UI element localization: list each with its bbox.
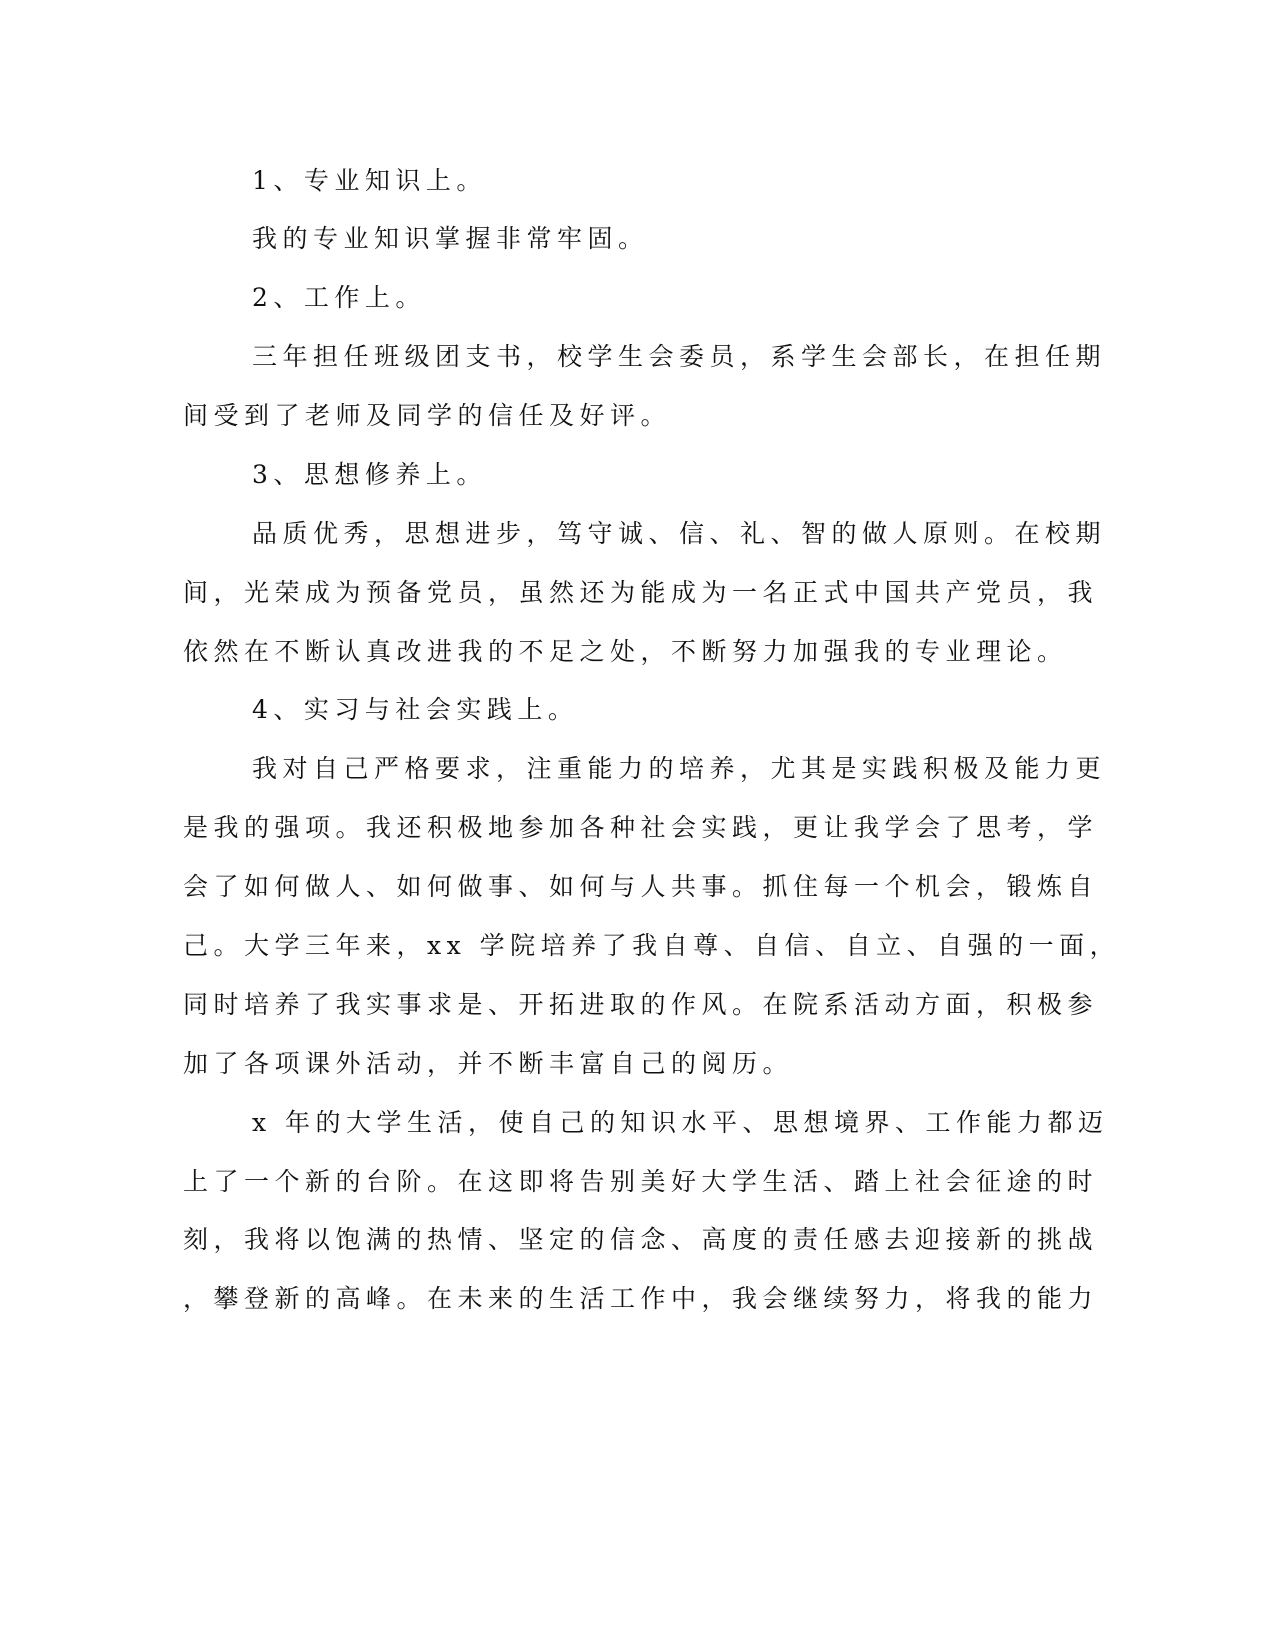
paragraph-line: 间受到了老师及同学的信任及好评。 bbox=[183, 401, 672, 430]
paragraph-line: 同时培养了我实事求是、开拓进取的作风。在院系活动方面，积极参 bbox=[183, 990, 1099, 1019]
section-heading-internship: 4、实习与社会实践上。 bbox=[252, 695, 579, 724]
paragraph-line: 加了各项课外活动，并不断丰富自己的阅历。 bbox=[183, 1049, 794, 1078]
paragraph-line: 是我的强项。我还积极地参加各种社会实践，更让我学会了思考，学 bbox=[183, 813, 1099, 842]
section-heading-ideology: 3、思想修养上。 bbox=[252, 460, 487, 489]
section-heading-work: 2、工作上。 bbox=[252, 283, 426, 312]
section-heading-professional-knowledge: 1、专业知识上。 bbox=[252, 166, 487, 195]
paragraph-line: ，攀登新的高峰。在未来的生活工作中，我会继续努力，将我的能力 bbox=[183, 1284, 1099, 1313]
paragraph-line: 依然在不断认真改进我的不足之处，不断努力加强我的专业理论。 bbox=[183, 637, 1068, 666]
paragraph-line: 刻，我将以饱满的热情、坚定的信念、高度的责任感去迎接新的挑战 bbox=[183, 1225, 1099, 1254]
paragraph-line: 间，光荣成为预备党员，虽然还为能成为一名正式中国共产党员，我 bbox=[183, 578, 1099, 607]
paragraph-line: 己。大学三年来，xx 学院培养了我自尊、自信、自立、自强的一面， bbox=[183, 931, 1121, 960]
paragraph-line: 品质优秀，思想进步，笃守诚、信、礼、智的做人原则。在校期 bbox=[252, 519, 1107, 548]
paragraph-line: 我的专业知识掌握非常牢固。 bbox=[252, 224, 649, 253]
paragraph-line: 我对自己严格要求，注重能力的培养，尤其是实践积极及能力更 bbox=[252, 754, 1107, 783]
paragraph-line: 三年担任班级团支书，校学生会委员，系学生会部长，在担任期 bbox=[252, 342, 1107, 371]
paragraph-line: 会了如何做人、如何做事、如何与人共事。抓住每一个机会，锻炼自 bbox=[183, 872, 1099, 901]
paragraph-line: 上了一个新的台阶。在这即将告别美好大学生活、踏上社会征途的时 bbox=[183, 1167, 1099, 1196]
paragraph-line: x 年的大学生活，使自己的知识水平、思想境界、工作能力都迈 bbox=[252, 1108, 1109, 1137]
